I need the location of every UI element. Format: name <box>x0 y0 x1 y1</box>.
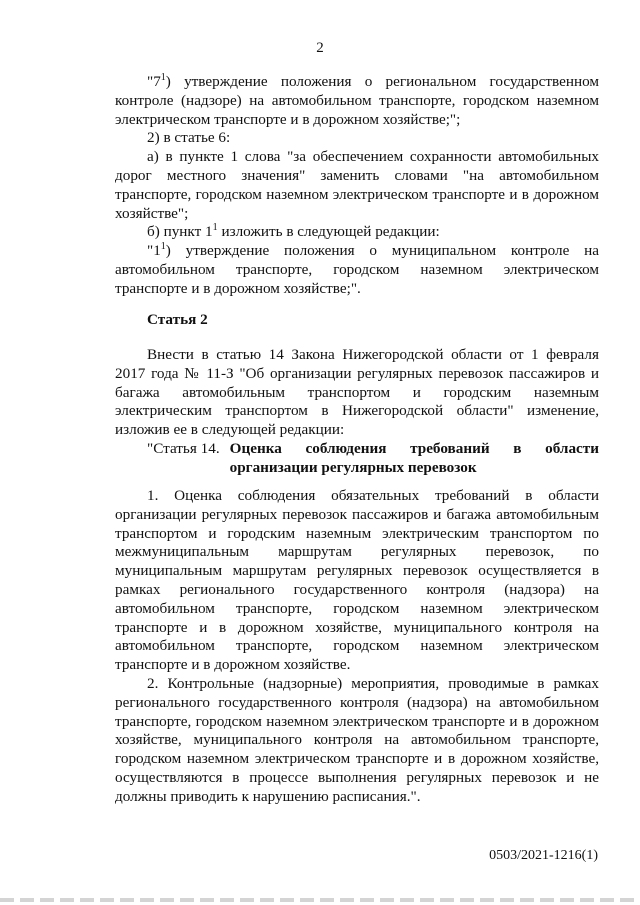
paragraph-subclause-a: а) в пункте 1 слова "за обеспечением сохранности автомобильных дорог местного значения" заменить словами "на автомобильном транспорте, городском наземном электрическом транспорте и в дорожном хозяйстве"; <box>115 148 599 222</box>
article-14-items <box>115 487 599 807</box>
article-2-heading-block <box>115 311 599 330</box>
paragraph-article-6: 2) в статье 6: <box>147 129 231 147</box>
item-1: 1. Оценка соблюдения обязательных требований в области организации регулярных перевозок пассажиров и багажа автомобильным транспортом и городским наземным электрическим транспортом по межмуниципальным маршрутам регулярных перевозок, по муниципальным маршрутам регулярных перевозок осуществляется в рамках регионального государственного контроля (надзора) на автомобильном транспорте, городском наземном электрическом транспорте и в дорожном хозяйстве, муниципального контроля на автомобильном транспорте, городском наземном электрическом транспорте и в дорожном хозяйстве. <box>115 487 599 674</box>
new-article-label: "Статья 14. <box>147 439 220 457</box>
paragraph-subclause-b: б) пункт $1^1$ изложить в следующей редакции: <box>147 222 440 241</box>
new-article-14-heading <box>115 440 599 478</box>
scan-edge-artifact <box>0 898 640 902</box>
paragraph-clause-7-1: "$7^1$) утверждение положения о региональном государственном контроле (надзоре) на автомобильном транспорте, городском наземном электрическом транспорте и в дорожном хозяйстве;"; <box>115 71 599 128</box>
article-2-body <box>115 346 599 478</box>
amendment-block <box>115 73 599 299</box>
page-number: 2 <box>316 40 324 56</box>
item-2: 2. Контрольные (надзорные) мероприятия, проводимые в рамках регионального государственного контроля (надзора) на автомобильном транспорте, городском наземном электрическом транспорте и в дорожном хозяйстве, муниципального контроля на автомобильном транспорте, городском наземном электрическом транспорте и в дорожном хозяйстве, осуществляются в процессе выполнения регулярных перевозок и не должны приводить к нарушению расписания.". <box>115 674 599 805</box>
article-2-title: Статья 2 <box>147 311 208 328</box>
article-2-intro: Внести в статью 14 Закона Нижегородской области от 1 февраля 2017 года № 11-З "Об организации регулярных перевозок пассажиров и багажа автомобильным транспортом и городским наземным электрическим транспортом в Нижегородской области" изменение, изложив ее в следующей редакции: <box>115 346 599 439</box>
document-code: 0503/2021-1216(1) <box>489 848 598 863</box>
new-article-title: Оценка соблюдения требований в области организации регулярных перевозок <box>229 439 599 476</box>
paragraph-clause-1-1: "$1^1$) утверждение положения о муниципальном контроле на автомобильном транспорте, городском наземном электрическом транспорте и в дорожном хозяйстве;". <box>115 241 599 297</box>
